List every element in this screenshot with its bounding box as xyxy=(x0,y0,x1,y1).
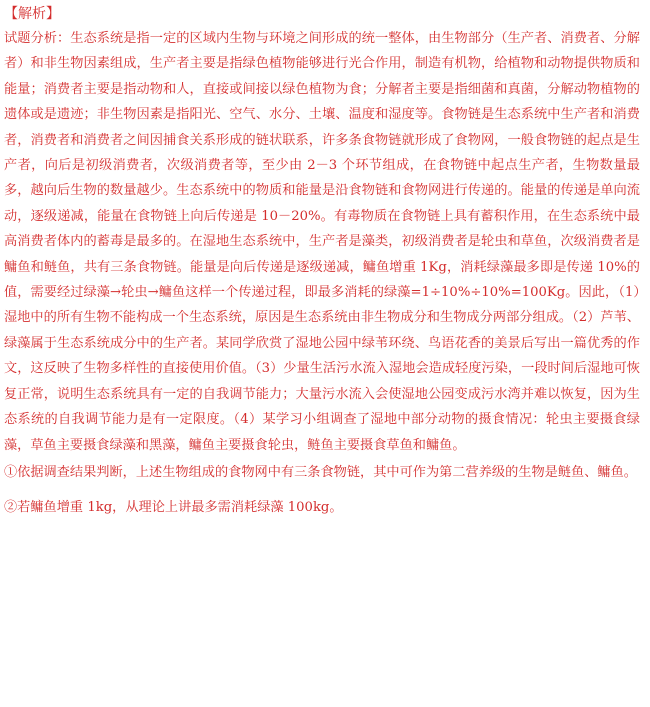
answer-item-2: ②若鳙鱼增重 1kg，从理论上讲最多需消耗绿藻 100kg。 xyxy=(4,500,343,516)
analysis-paragraph: 试题分析：生态系统是指一定的区域内生物与环境之间形成的统一整体，由生物部分（生产者、消费者、分解者）和非生物因素组成，生产者主要是指绿色植物能够进行光合作用，制造有机物，给植物和动物提供物质和能量；消费者主要是指动物和人，直接或间接以绿色植物为食；分解者主要是指细菌和真菌，分解动物植物的遗体或是遗迹；非生物因素是指阳光、空气、水分、土壤、温度和湿度等。食物链是生态系统中生产者和消费者，消费者和消费者之间因捕食关系形成的链状联系，许多条食物链就形成了食物网，一般食物链的起点是生产者，向后是初级消费者，次级消费者等，至少由 2－3 个环节组成，在食物链中起点生产者，生物数量最多，越向后生物的数量越少。生态系统中的物质和能量是沿食物链和食物网进行传递的。能量的传递是单向流动，逐级递减，能量在食物链上向后传递是 10－20%。有毒物质在食物链上具有蓄积作用，在生态系统中最高消费者体内的蓄毒是最多的。在湿地生态系统中，生产者是藻类，初级消费者是轮虫和草鱼，次级消费者是鳙鱼和鲢鱼，共有三条食物链。能量是向后传递是逐级递减，鳙鱼增重 1Kg，消耗绿藻最多即是传递 10%的值，需要经过绿藻→轮虫→鳙鱼这样一个传递过程，即最多消耗的绿藻=1÷10%÷10%=100Kg。因此，（1）湿地中的所有生物不能构成一个生态系统，原因是生态系统由非生物成分和生物成分两部分组成。（2）芦苇、绿藻属于生态系统成分中的生产者。某同学欣赏了湿地公园中绿苇环绕、鸟语花香的美景后写出一篇优秀的作文，这反映了生物多样性的直接使用价值。（3）少量生活污水流入湿地会造成轻度污染，一段时间后湿地可恢复正常，说明生态系统具有一定的自我调节能力；大量污水流入会使湿地公园变成污水湾并难以恢复，因为生态系统的自我调节能力是有一定限度。（4）某学习小组调查了湿地中部分动物的摄食情况：轮虫主要摄食绿藻，草鱼主要摄食绿藻和黑藻，鳙鱼主要摄食轮虫，鲢鱼主要摄食草鱼和鳙鱼。 xyxy=(4,31,640,453)
section-heading: 【解析】 xyxy=(4,6,60,22)
analysis-document xyxy=(4,2,640,521)
answer-item-1: ①依据调查结果判断，上述生物组成的食物网中有三条食物链，其中可作为第二营养级的生物是鲢鱼、鳙鱼。 xyxy=(4,464,637,480)
